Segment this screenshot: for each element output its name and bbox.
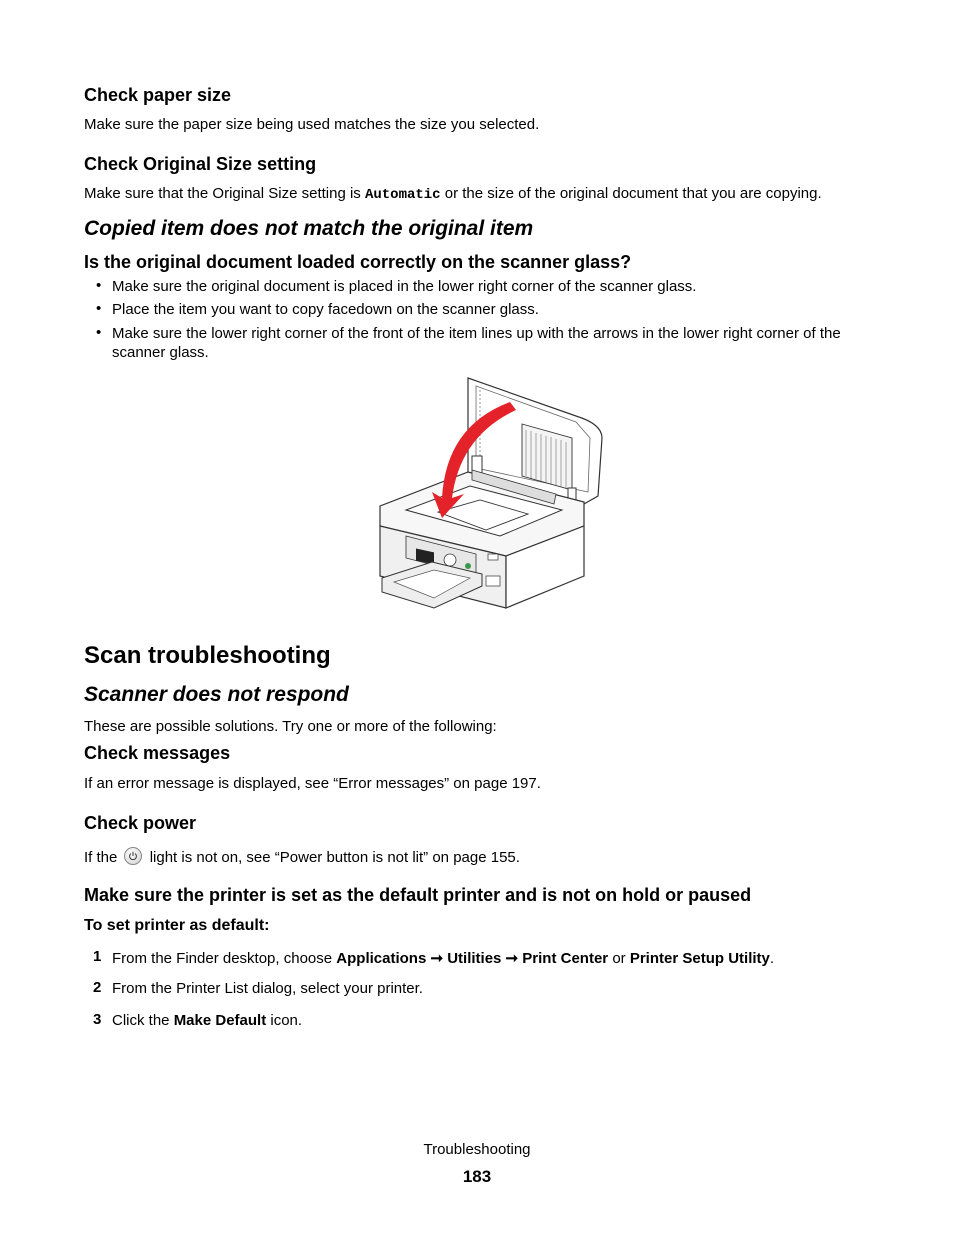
printer-illustration	[376, 376, 608, 616]
copied-item-title: Copied item does not match the original item	[84, 217, 534, 240]
step-3-make-default: Make Default	[173, 1012, 267, 1029]
page-number: 183	[462, 1167, 492, 1186]
power-text-after: light is not on, see “Power button is not lit” on page 155.	[149, 849, 520, 866]
step-1-arrow-1: ➞	[426, 950, 448, 967]
set-default-subheading: To set printer as default:	[84, 917, 270, 934]
step-1-pre: From the Finder desktop, choose	[112, 950, 337, 967]
step-1-utilities: Utilities	[447, 950, 502, 967]
automatic-code: Automatic	[364, 187, 441, 203]
paper-size-text: Make sure the paper size being used matches the size you selected.	[84, 116, 540, 133]
original-size-text	[84, 185, 822, 203]
step-1-or: or	[608, 950, 630, 967]
step-1-period: .	[769, 950, 775, 967]
footer-section-name: Troubleshooting	[423, 1141, 531, 1158]
bullet-3-text-cont: scanner glass.	[112, 344, 209, 361]
step-3-number: 3	[93, 1011, 102, 1028]
step-3-text	[112, 1012, 302, 1029]
check-messages-text: If an error message is displayed, see “Error messages” on page 197.	[84, 775, 541, 792]
step-1-text	[112, 949, 774, 967]
original-size-text-before: Make sure that the Original Size setting is	[84, 185, 365, 202]
step-2-number: 2	[93, 979, 102, 996]
step-2-text: From the Printer List dialog, select your printer.	[112, 980, 423, 997]
step-1-arrow-2: ➞	[501, 950, 523, 967]
scan-intro-text: These are possible solutions. Try one or more of the following:	[84, 718, 497, 735]
bullet-3-text: Make sure the lower right corner of the front of the item lines up with the arrows in the lower right corner of the	[112, 325, 841, 342]
bullet-2-glyph: •	[96, 300, 102, 317]
check-power-text	[84, 847, 520, 866]
bullet-1-text: Make sure the original document is placed in the lower right corner of the scanner glass.	[112, 278, 697, 295]
step-3-pre: Click the	[112, 1012, 174, 1029]
bullet-3-glyph: •	[96, 324, 102, 341]
bullet-1-glyph: •	[96, 277, 102, 294]
power-text-before: If the	[84, 849, 118, 866]
scanner-not-respond-title: Scanner does not respond	[84, 683, 349, 706]
heading-check-power: Check power	[84, 813, 197, 833]
copied-item-question: Is the original document loaded correctly on the scanner glass?	[84, 252, 632, 272]
original-size-text-after: or the size of the original document that you are copying.	[440, 185, 822, 202]
step-1-applications: Applications	[336, 950, 427, 967]
bullet-2-text: Place the item you want to copy facedown on the scanner glass.	[112, 301, 539, 318]
step-1-number: 1	[93, 948, 102, 965]
heading-check-paper-size: Check paper size	[84, 85, 232, 105]
heading-check-original-size: Check Original Size setting	[84, 154, 317, 174]
step-1-printer-setup-utility: Printer Setup Utility	[629, 950, 770, 967]
step-3-post: icon.	[266, 1012, 303, 1029]
power-icon	[124, 847, 142, 865]
step-1-print-center: Print Center	[522, 950, 609, 967]
heading-default-printer: Make sure the printer is set as the default printer and is not on hold or paused	[84, 885, 752, 905]
scan-troubleshooting-title: Scan troubleshooting	[84, 642, 331, 669]
heading-check-messages: Check messages	[84, 743, 231, 763]
